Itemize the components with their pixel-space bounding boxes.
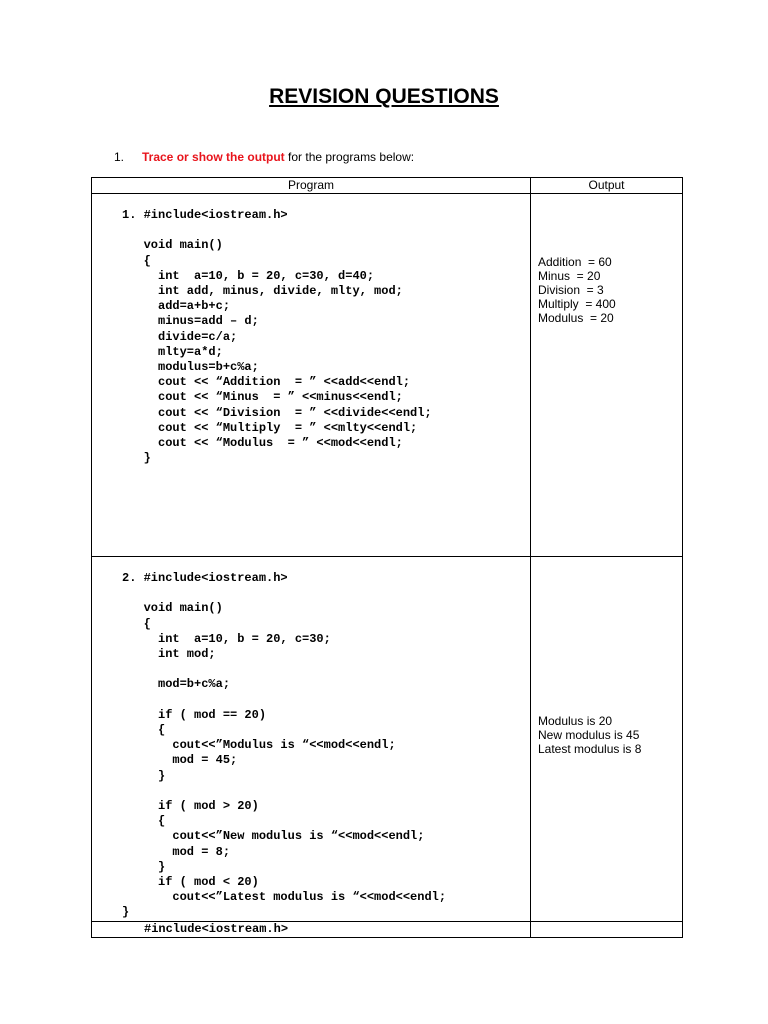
code-line: modulus=b+c%a; (122, 360, 259, 375)
output-line: Addition = 60 (538, 255, 612, 269)
code-line: if ( mod > 20) (122, 799, 259, 814)
question-highlight: Trace or show the output (142, 150, 285, 164)
code-line: mod = 45; (122, 753, 238, 768)
program-cell (92, 921, 531, 937)
table-header-row (92, 178, 683, 194)
output-line: Modulus = 20 (538, 311, 614, 325)
code-line: int a=10, b = 20, c=30; (122, 631, 331, 646)
output-cell (531, 194, 683, 557)
code-line: { (122, 723, 166, 738)
output-line: Minus = 20 (538, 269, 601, 283)
question-text: for the programs below: (284, 150, 415, 164)
code-line: #include<iostream.h> (144, 921, 289, 936)
code-line: cout << “Addition = ” <<add<<endl; (122, 375, 411, 390)
code-line: add=a+b+c; (122, 299, 231, 314)
output-line: New modulus is 45 (538, 727, 640, 742)
code-line: mod=b+c%a; (122, 677, 231, 692)
output-line: Division = 3 (538, 283, 604, 297)
program-code (92, 194, 530, 466)
code-line: cout << “Minus = ” <<minus<<endl; (122, 390, 403, 405)
code-line: cout << “Modulus = ” <<mod<<endl; (122, 436, 403, 451)
code-line: cout<<”Latest modulus is “<<mod<<endl; (122, 890, 447, 905)
code-line: mlty=a*d; (122, 344, 223, 359)
code-line: 2. #include<iostream.h> (122, 571, 288, 585)
code-line: } (122, 451, 151, 466)
code-line: cout<<”Modulus is “<<mod<<endl; (122, 738, 396, 753)
code-line: cout << “Division = ” <<divide<<endl; (122, 405, 432, 420)
question-1 (114, 150, 414, 164)
table-row (92, 194, 683, 557)
program-cell (92, 194, 531, 557)
output-text (531, 255, 682, 325)
code-line: } (122, 768, 166, 783)
code-line: void main() (122, 601, 223, 616)
code-line: } (122, 859, 166, 874)
code-line: int a=10, b = 20, c=30, d=40; (122, 268, 375, 283)
output-line: Modulus is 20 (538, 713, 613, 728)
code-line: { (122, 616, 151, 631)
header-output: Output (531, 178, 683, 194)
output-line: Multiply = 400 (538, 297, 616, 311)
output-cell (531, 557, 683, 922)
code-line: int mod; (122, 647, 216, 662)
table-row (92, 921, 683, 937)
code-line: 1. #include<iostream.h> (122, 208, 288, 222)
output-text (531, 714, 682, 756)
code-line: cout << “Multiply = ” <<mlty<<endl; (122, 420, 418, 435)
page-title: REVISION QUESTIONS (269, 85, 499, 108)
code-line: cout<<”New modulus is “<<mod<<endl; (122, 829, 425, 844)
program-cell (92, 557, 531, 922)
code-line: int add, minus, divide, mlty, mod; (122, 284, 403, 299)
output-line: Latest modulus is 8 (538, 741, 642, 756)
code-line: { (122, 253, 151, 268)
code-line: minus=add – d; (122, 314, 259, 329)
code-line: if ( mod == 20) (122, 707, 267, 722)
table-row (92, 557, 683, 922)
code-line: divide=c/a; (122, 329, 238, 344)
code-line: mod = 8; (122, 844, 231, 859)
code-line: } (122, 905, 130, 920)
program-code (92, 922, 530, 937)
code-line: if ( mod < 20) (122, 875, 259, 890)
program-code (92, 557, 530, 921)
question-number: 1. (114, 150, 125, 164)
code-line: void main() (122, 238, 223, 253)
code-line: { (122, 814, 166, 829)
program-output-table (91, 177, 683, 938)
output-cell (531, 921, 683, 937)
header-program: Program (92, 178, 531, 194)
